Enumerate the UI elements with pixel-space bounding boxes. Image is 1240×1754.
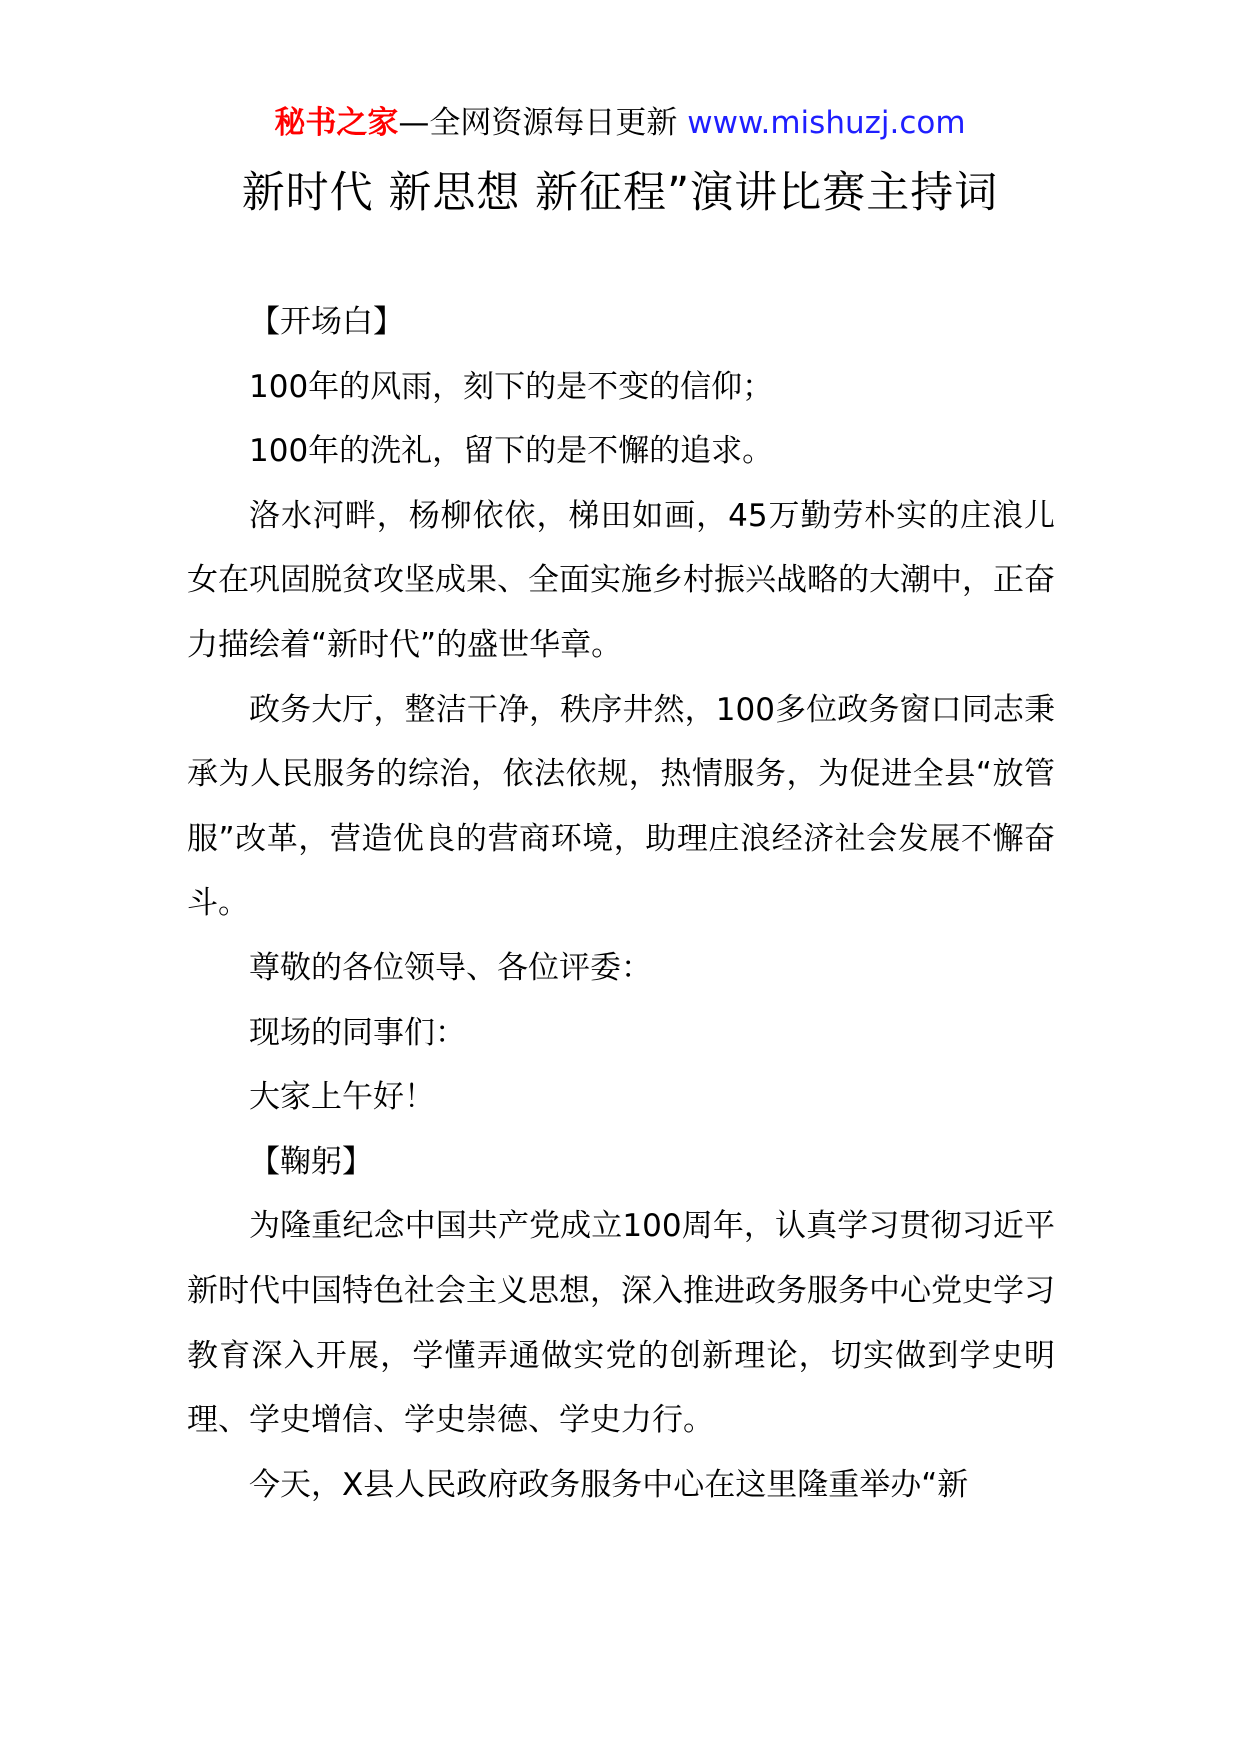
site-header [0,103,1240,143]
paragraph: 政务大厅，整洁干净，秩序井然，100多位政务窗口同志秉承为人民服务的综治，依法依规，热情服务，为促进全县“放管服”改革，营造优良的营商环境，助理庄浪经济社会发展不懈奋斗。 [187,691,1055,922]
paragraph: 100年的风雨，刻下的是不变的信仰； [249,368,774,405]
paragraph: 洛水河畔，杨柳依依，梯田如画，45万勤劳朴实的庄浪儿女在巩固脱贫攻坚成果、全面实施乡村振兴战略的大潮中，正奋力描绘着“新时代”的盛世华章。 [187,497,1055,663]
paragraph-greeting: 尊敬的各位领导、各位评委： [249,949,652,986]
paragraph-greeting: 大家上午好！ [249,1079,435,1116]
brand-name: 秘书之家 [274,105,399,141]
header-tagline: —全网资源每日更新 [398,105,688,141]
paragraph-opening-label: 【开场白】 [249,304,404,340]
document-body [187,290,1055,1517]
paragraph-bow-label: 【鞠躬】 [249,1143,373,1180]
paragraph: 为隆重纪念中国共产党成立100周年，认真学习贯彻习近平新时代中国特色社会主义思想，深入推进政务服务中心党史学习教育深入开展，学懂弄通做实党的创新理论，切实做到学史明理、学史增信、学史崇德、学史力行。 [187,1208,1055,1439]
paragraph: 100年的洗礼，留下的是不懈的追求。 [249,433,774,470]
document-title: 新时代 新思想 新征程”演讲比赛主持词 [241,168,999,218]
site-url[interactable]: www.mishuzj.com [687,105,966,141]
paragraph-greeting: 现场的同事们： [249,1014,466,1051]
paragraph: 今天，X县人民政府政务服务中心在这里隆重举办“新 [249,1466,969,1503]
